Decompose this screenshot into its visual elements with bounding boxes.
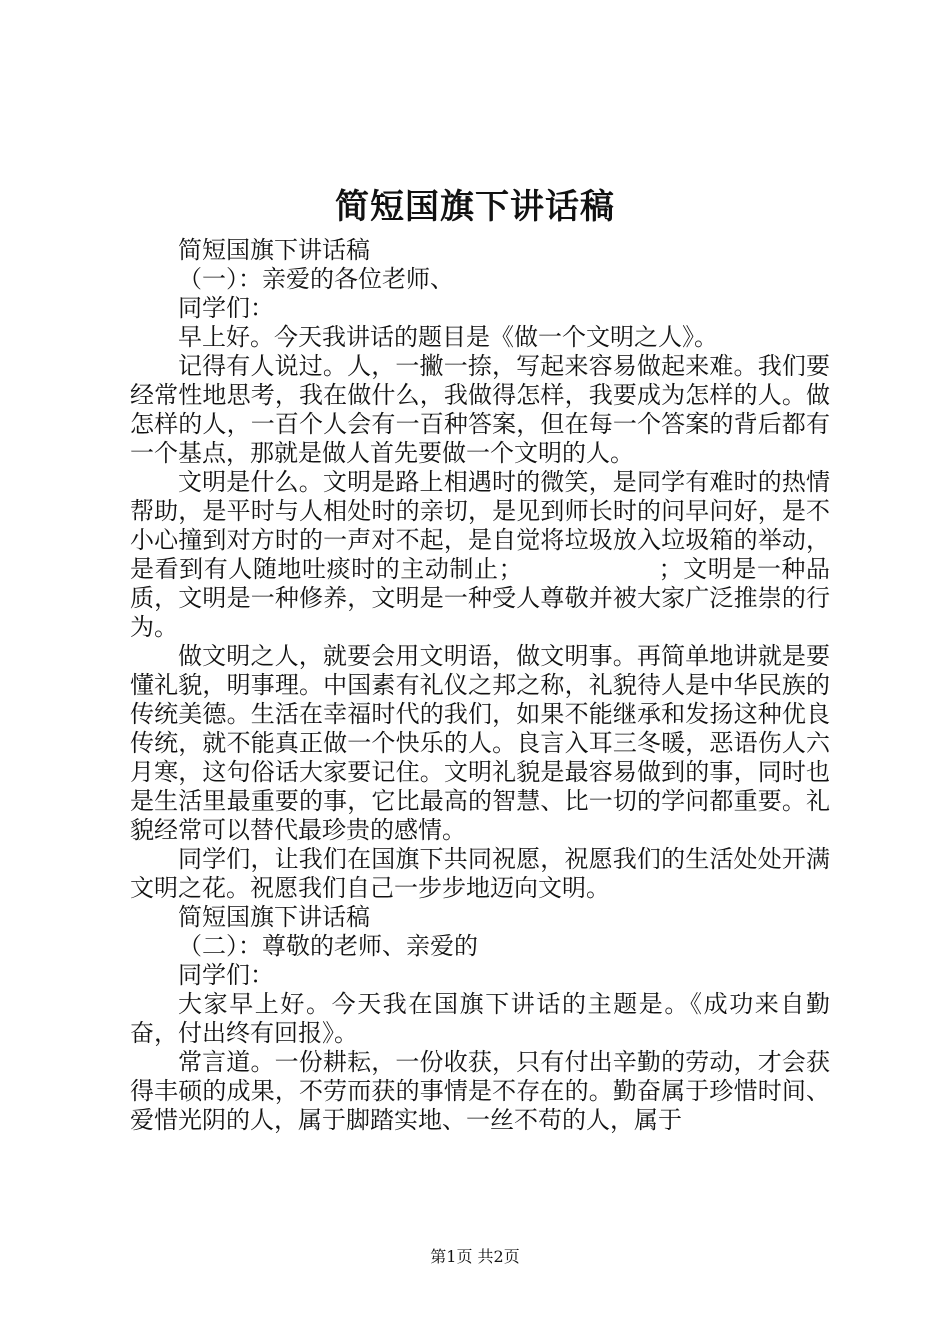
paragraph-intro-2: 大家早上好。今天我在国旗下讲话的主题是。《成功来自勤奋，付出终有回报》。: [130, 990, 830, 1047]
paragraph-body-2: 文明是什么。文明是路上相遇时的微笑，是同学有难时的热情帮助，是平时与人相处时的亲切，是见到师长时的问早问好，是不小心撞到对方时的一声对不起，是自觉将垃圾放入垃圾箱的举动，是看到有人随地吐痰时的主动制止； ；文明是一种品质，文明是一种修养，文明是一种受人尊敬并被大家广泛推崇的行为。: [130, 468, 830, 641]
paragraph-body-5: 常言道。一份耕耘，一份收获，只有付出辛勤的劳动，才会获得丰硕的成果，不劳而获的事情是不存在的。勤奋属于珍惜时间、爱惜光阴的人，属于脚踏实地、一丝不苟的人，属于: [130, 1048, 830, 1134]
paragraph-body-4: 同学们，让我们在国旗下共同祝愿，祝愿我们的生活处处开满文明之花。祝愿我们自己一步步地迈向文明。: [130, 845, 830, 902]
paragraph-greeting-1: 同学们：: [178, 294, 274, 322]
document-body: [130, 236, 830, 1135]
paragraph-part-1: （一）：亲爱的各位老师、: [178, 265, 454, 293]
paragraph-greeting-2: 同学们：: [178, 961, 274, 989]
paragraph-intro-1: 早上好。今天我讲话的题目是《做一个文明之人》。: [178, 323, 718, 351]
paragraph-body-3: 做文明之人，就要会用文明语，做文明事。再简单地讲就是要懂礼貌，明事理。中国素有礼仪之邦之称，礼貌待人是中华民族的传统美德。生活在幸福时代的我们，如果不能继承和发扬这种优良传统，就不能真正做一个快乐的人。良言入耳三冬暖，恶语伤人六月寒，这句俗话大家要记住。文明礼貌是最容易做到的事，同时也是生活里最重要的事，它比最高的智慧、比一切的学问都重要。礼貌经常可以替代最珍贵的感情。: [130, 642, 830, 844]
document-title: 简短国旗下讲话稿: [335, 187, 615, 227]
paragraph-part-2: （二）：尊敬的老师、亲爱的: [178, 932, 478, 960]
page-footer: 第1页 共2页: [430, 1247, 520, 1266]
paragraph-heading-2: 简短国旗下讲话稿: [178, 903, 370, 931]
paragraph-heading-1: 简短国旗下讲话稿: [178, 236, 370, 264]
paragraph-body-1: 记得有人说过。人，一撇一捺，写起来容易做起来难。我们要经常性地思考，我在做什么，我做得怎样，我要成为怎样的人。做怎样的人，一百个人会有一百种答案，但在每一个答案的背后都有一个基点，那就是做人首先要做一个文明的人。: [130, 352, 830, 467]
